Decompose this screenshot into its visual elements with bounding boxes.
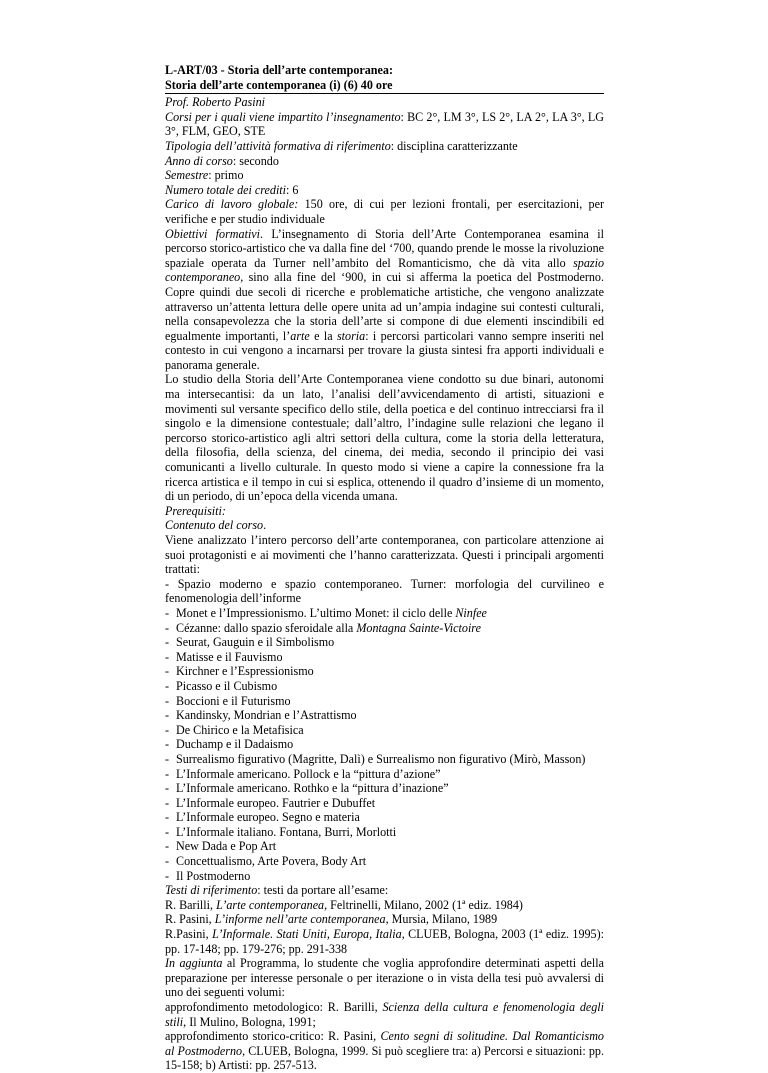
metodologico-text: approfondimento metodologico: R. Barilli, xyxy=(165,1000,383,1014)
topic-item xyxy=(165,664,604,679)
reference-1 xyxy=(165,898,604,913)
reference-title: L’Informale. Stati Uniti, Europa, Italia xyxy=(212,927,402,942)
semestre-label: Semestre xyxy=(165,168,209,183)
anno-value: : secondo xyxy=(232,153,279,168)
topic-text: L’Informale americano. Pollock e la “pittura d’azione” xyxy=(176,766,441,781)
topic-text: Seurat, Gauguin e il Simbolismo xyxy=(176,635,335,650)
topic-text: Concettualismo, Arte Povera, Body Art xyxy=(176,854,367,869)
topic-text: Duchamp e il Dadaismo xyxy=(176,737,294,752)
topic-text: L’Informale americano. Rothko e la “pittura d’inazione” xyxy=(176,781,449,796)
professor-line xyxy=(165,93,604,110)
dash: - xyxy=(165,737,170,752)
contenuto-label: Contenuto del corso xyxy=(165,518,264,533)
aggiunta-label: In aggiunta xyxy=(165,956,223,971)
dash: - xyxy=(165,693,170,708)
corsi-label: Corsi per i quali viene impartito l’insegnamento xyxy=(165,109,401,124)
metodologico-publisher: , Il Mulino, Bologna, 1991; xyxy=(183,1014,316,1029)
cezanne-italic: Montagna Sainte-Victoire xyxy=(356,620,481,635)
obiettivi-paragraph-2: Lo studio della Storia dell’Arte Contemporanea viene condotto su due binari, autonomi ma intersecantisi: da un lato, l’analisi dell’avvicendamento di artisti, situazioni e movimenti sul versante specifico dello stile, della poetica e del continuo intrecciarsi fra il singolo e la dimensione contestuale; dall’altro, l’indagine sulle relazioni che legano il percorso storico-artistico agli altri settori della cultura, come la storia della letteratura, della filosofia, della scienza, del cinema, dei media, secondo il principio dei vasi comunicanti a livello culturale. In questo modo si viene a capire la connessione fra la ricerca artistica e il tempo in cui si esplica, ottenendo il quadro d’insieme di un momento, di un periodo, di un’epoca della vicenda umana. xyxy=(165,372,604,504)
testi-label-rest: : testi da portare all’esame: xyxy=(257,883,389,898)
obiettivi-text-4: : i percorsi particolari vanno sempre inseriti nel contesto in cui vengono a incarnarsi per trovare la giusta sintesi fra apporti individuali e panorama generale. xyxy=(165,328,604,372)
dash: - xyxy=(165,824,170,839)
topic-item xyxy=(165,650,604,665)
storico-publisher: , CLUEB, Bologna, 1999. Si può scegliere tra: a) Percorsi e situazioni: pp. 15-158; b) Artisti: pp. 257-513. xyxy=(165,1043,604,1073)
topic-item xyxy=(165,854,604,869)
carico-label: Carico di lavoro globale: xyxy=(165,197,299,212)
topic-item xyxy=(165,708,604,723)
contenuto-label-end: . xyxy=(263,518,267,533)
reference-2 xyxy=(165,912,604,927)
dash: - xyxy=(165,839,170,854)
dash: - xyxy=(165,810,170,825)
prerequisiti-label: Prerequisiti: xyxy=(165,503,226,518)
obiettivi-paragraph xyxy=(165,227,604,373)
tipologia-line xyxy=(165,139,604,154)
topic-text: Picasso e il Cubismo xyxy=(176,678,278,693)
topic-item xyxy=(165,679,604,694)
topic-list xyxy=(165,635,604,883)
topic-text: Boccioni e il Futurismo xyxy=(176,693,291,708)
topic-text: L’Informale europeo. Fautrier e Dubuffet xyxy=(176,795,376,810)
tipologia-label: Tipologia dell’attività formativa di riferimento xyxy=(165,138,391,153)
obiettivi-text-3: e la xyxy=(309,328,337,343)
crediti-line xyxy=(165,183,604,198)
obiettivi-italic-2: arte xyxy=(290,328,310,343)
topic-item xyxy=(165,694,604,709)
crediti-label: Numero totale dei crediti xyxy=(165,182,287,197)
course-code-heading: L-ART/03 - Storia dell’arte contemporanea: xyxy=(165,63,393,77)
topic-text: L’Informale europeo. Segno e materia xyxy=(176,810,360,825)
dash: - xyxy=(165,649,170,664)
dash: - xyxy=(165,854,170,869)
topic-item xyxy=(165,635,604,650)
topic-text: Il Postmoderno xyxy=(176,868,251,883)
dash: - xyxy=(165,605,170,620)
topic-item xyxy=(165,825,604,840)
tipologia-value: : disciplina caratterizzante xyxy=(390,138,518,153)
semestre-line xyxy=(165,168,604,183)
topic-text: Kirchner e l’Espressionismo xyxy=(176,664,314,679)
corsi-value: : BC 2°, LM 3°, LS 2°, LA 2°, LA 3°, LG 3°, FLM, GEO, STE xyxy=(165,109,604,139)
contenuto-label-line xyxy=(165,518,604,533)
aggiunta-paragraph xyxy=(165,956,604,1000)
topic-text: Kandinsky, Mondrian e l’Astrattismo xyxy=(176,708,357,723)
anno-line xyxy=(165,154,604,169)
reference-author: R. Barilli, xyxy=(165,897,217,912)
topic-text xyxy=(176,606,487,621)
topic-item xyxy=(165,781,604,796)
dash: - xyxy=(165,795,170,810)
dash: - xyxy=(165,868,170,883)
obiettivi-italic-1: spazio contemporaneo xyxy=(165,255,604,285)
testi-label: Testi di riferimento xyxy=(165,883,258,898)
monet-text: Monet e l’Impressionismo. L’ultimo Monet: il ciclo delle xyxy=(176,605,456,620)
course-title-heading: Storia dell’arte contemporanea (i) (6) 40 ore xyxy=(165,77,393,92)
topic-item xyxy=(165,869,604,884)
cezanne-text: Cézanne: dallo spazio sferoidale alla xyxy=(176,620,357,635)
topic-item xyxy=(165,796,604,811)
reference-publisher: , CLUEB, Bologna, 2003 (1ª ediz. 1995): pp. 17-148; pp. 179-276; pp. 291-338 xyxy=(165,927,604,956)
dash: - xyxy=(165,620,170,635)
metodologico-title: Scienza della cultura e fenomenologia degli stili xyxy=(165,1000,604,1029)
topic-cezanne xyxy=(165,621,604,636)
professor-name: Prof. Roberto Pasini xyxy=(165,95,265,110)
obiettivi-italic-3: storia xyxy=(336,328,366,343)
dash: - xyxy=(165,722,170,737)
reference-publisher: , Feltrinelli, Milano, 2002 (1ª ediz. 1984) xyxy=(324,897,523,912)
reference-author: R.Pasini, xyxy=(165,927,213,942)
topic-text: L’Informale italiano. Fontana, Burri, Morlotti xyxy=(176,824,397,839)
topic-item xyxy=(165,723,604,738)
topic-item xyxy=(165,839,604,854)
dash: - xyxy=(165,751,170,766)
aggiunta-text: al Programma, lo studente che voglia approfondire determinati aspetti della preparazione per interesse personale o per iterazione o in vista della tesi può avvalersi di uno dei seguenti volumi: xyxy=(165,956,604,1000)
topic-text: Surrealismo figurativo (Magritte, Dalì) e Surrealismo non figurativo (Mirò, Masson) xyxy=(176,751,586,766)
testi-label-line xyxy=(165,883,604,898)
reference-title: L’arte contemporanea xyxy=(216,897,325,912)
dash: - xyxy=(165,781,170,796)
storico-text: approfondimento storico-critico: R. Pasini, xyxy=(165,1029,381,1044)
topic-monet xyxy=(165,606,604,621)
reference-publisher: , Mursia, Milano, 1989 xyxy=(385,912,498,927)
corsi-line xyxy=(165,110,604,139)
topic-item xyxy=(165,810,604,825)
topic-item xyxy=(165,737,604,752)
reference-title: L’informe nell’arte contemporanea xyxy=(214,912,386,927)
dash: - xyxy=(165,678,170,693)
storico-title: Cento segni di solitudine. Dal Romanticismo al Postmoderno xyxy=(165,1029,604,1058)
topic-text xyxy=(176,621,481,636)
approfondimento-storico xyxy=(165,1029,604,1073)
semestre-value: : primo xyxy=(208,168,244,183)
topic-text: New Dada e Pop Art xyxy=(176,839,277,854)
carico-line xyxy=(165,197,604,226)
monet-italic: Ninfee xyxy=(455,605,487,620)
carico-value: 150 ore, di cui per lezioni frontali, per esercitazioni, per verifiche e per studio individuale xyxy=(165,197,604,226)
topic-text: De Chirico e la Metafisica xyxy=(176,722,304,737)
reference-author: R. Pasini, xyxy=(165,912,215,927)
dash: - xyxy=(165,766,170,781)
obiettivi-label: Obiettivi formativi xyxy=(165,226,261,241)
approfondimento-metodologico xyxy=(165,1000,604,1029)
topic-turner: - Spazio moderno e spazio contemporaneo. Turner: morfologia del curvilineo e fenomenologia dell’informe xyxy=(165,576,604,606)
contenuto-intro: Viene analizzato l’intero percorso dell’arte contemporanea, con particolare attenzione ai suoi protagonisti e ai movimenti che l’hanno caratterizzata. Questi i principali argomenti trattati: xyxy=(165,533,604,577)
reference-3 xyxy=(165,927,604,956)
topic-item xyxy=(165,767,604,782)
course-document xyxy=(165,63,604,1073)
dash: - xyxy=(165,635,170,650)
anno-label: Anno di corso xyxy=(165,153,233,168)
dash: - xyxy=(165,664,170,679)
obiettivi-text-2: , sino alla fine del ‘900, in cui si afferma la poetica del Postmoderno. Copre quindi due secoli di ricerche e problematiche artistiche, che vengono analizzate attraverso un’attenta lettura delle opere unita ad un’ampia indagine sui contesti culturali, nella consapevolezza che la storia dell’arte si compone di due elementi inscindibili ed egualmente importanti, l’ xyxy=(165,270,604,343)
dash: - xyxy=(165,708,170,723)
topic-item xyxy=(165,752,604,767)
obiettivi-text-1: . L’insegnamento di Storia dell’Arte Contemporanea esamina il percorso storico-artistico che va dalla fine del ‘700, quando prende le mosse la rivoluzione spaziale operata da Turner nell’ambito del Romanticismo, che dà vita allo xyxy=(165,226,604,270)
crediti-value: : 6 xyxy=(286,182,299,197)
topic-text: Matisse e il Fauvismo xyxy=(176,649,283,664)
